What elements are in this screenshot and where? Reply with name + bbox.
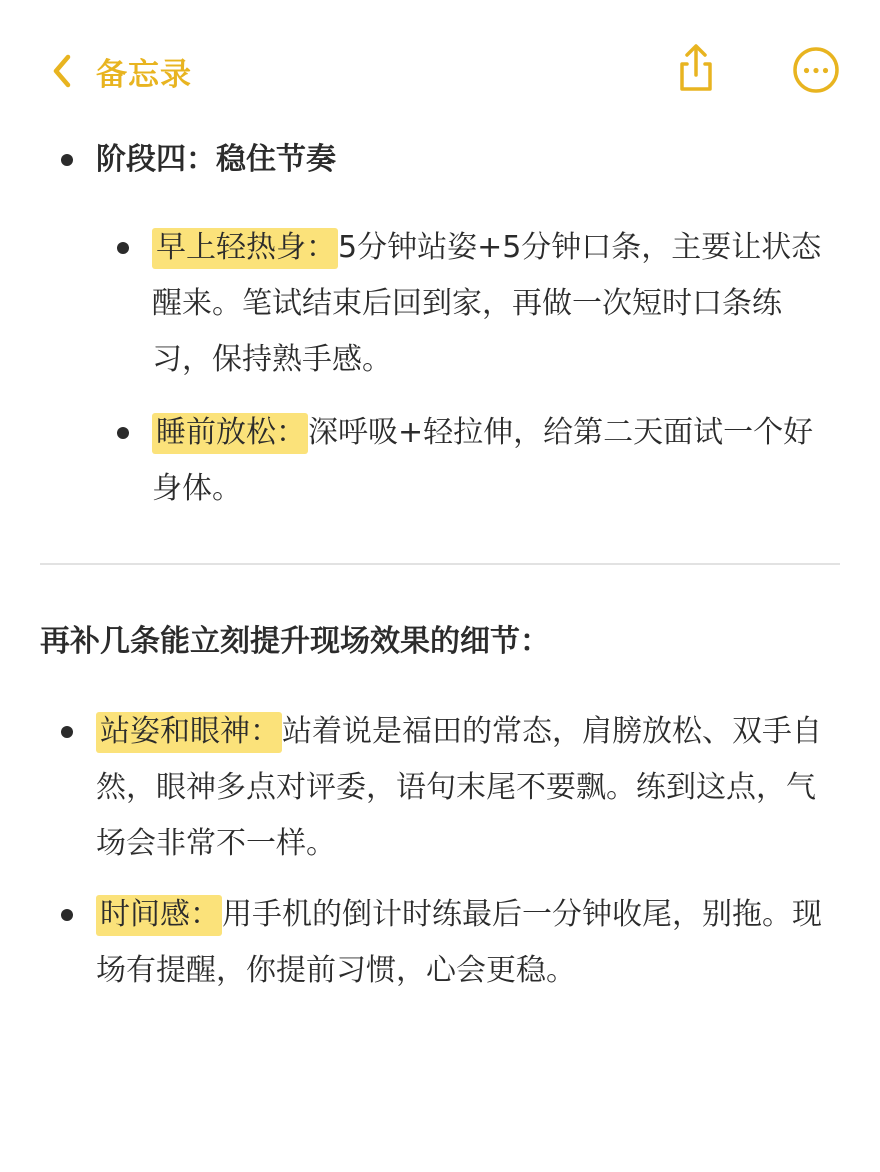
stage-item-1 — [152, 220, 832, 388]
back-button[interactable] — [48, 50, 192, 92]
chevron-left-icon — [48, 51, 74, 91]
item-text: 站着说是福田的常态，肩膀放松、双手自然，眼神多点对评委，语句末尾不要飘。练到这点，气场会非常不一样。 — [96, 714, 822, 861]
share-button[interactable] — [672, 42, 720, 94]
back-label: 备忘录 — [96, 56, 192, 93]
stage-title: 阶段四：稳住节奏 — [96, 142, 336, 177]
item-text: 深呼吸+轻拉伸，给第二天面试一个好身体。 — [152, 415, 814, 506]
more-options-icon — [792, 46, 840, 94]
highlighted-label: 站姿和眼神： — [96, 712, 282, 753]
more-options-button[interactable] — [792, 46, 840, 94]
bullet-dot — [61, 726, 73, 738]
item-text: 用手机的倒计时练最后一分钟收尾，别拖。现场有提醒，你提前习惯，心会更稳。 — [96, 897, 822, 988]
extra-item-1 — [96, 704, 844, 872]
bullet-dot — [61, 154, 73, 166]
bullet-dot — [61, 909, 73, 921]
share-icon — [672, 42, 720, 94]
bullet-dot — [117, 242, 129, 254]
item-text: 5分钟站姿+5分钟口条，主要让状态醒来。笔试结束后回到家，再做一次短时口条练习，保持熟手感。 — [152, 230, 822, 377]
stage-item-2 — [152, 405, 832, 517]
divider — [40, 563, 840, 565]
extra-item-2 — [96, 887, 844, 999]
highlighted-label: 睡前放松： — [152, 413, 308, 454]
bullet-dot — [117, 427, 129, 439]
navigation-bar — [0, 0, 880, 140]
highlighted-label: 早上轻热身： — [152, 228, 338, 269]
extra-heading: 再补几条能立刻提升现场效果的细节： — [40, 624, 550, 659]
highlighted-label: 时间感： — [96, 895, 222, 936]
